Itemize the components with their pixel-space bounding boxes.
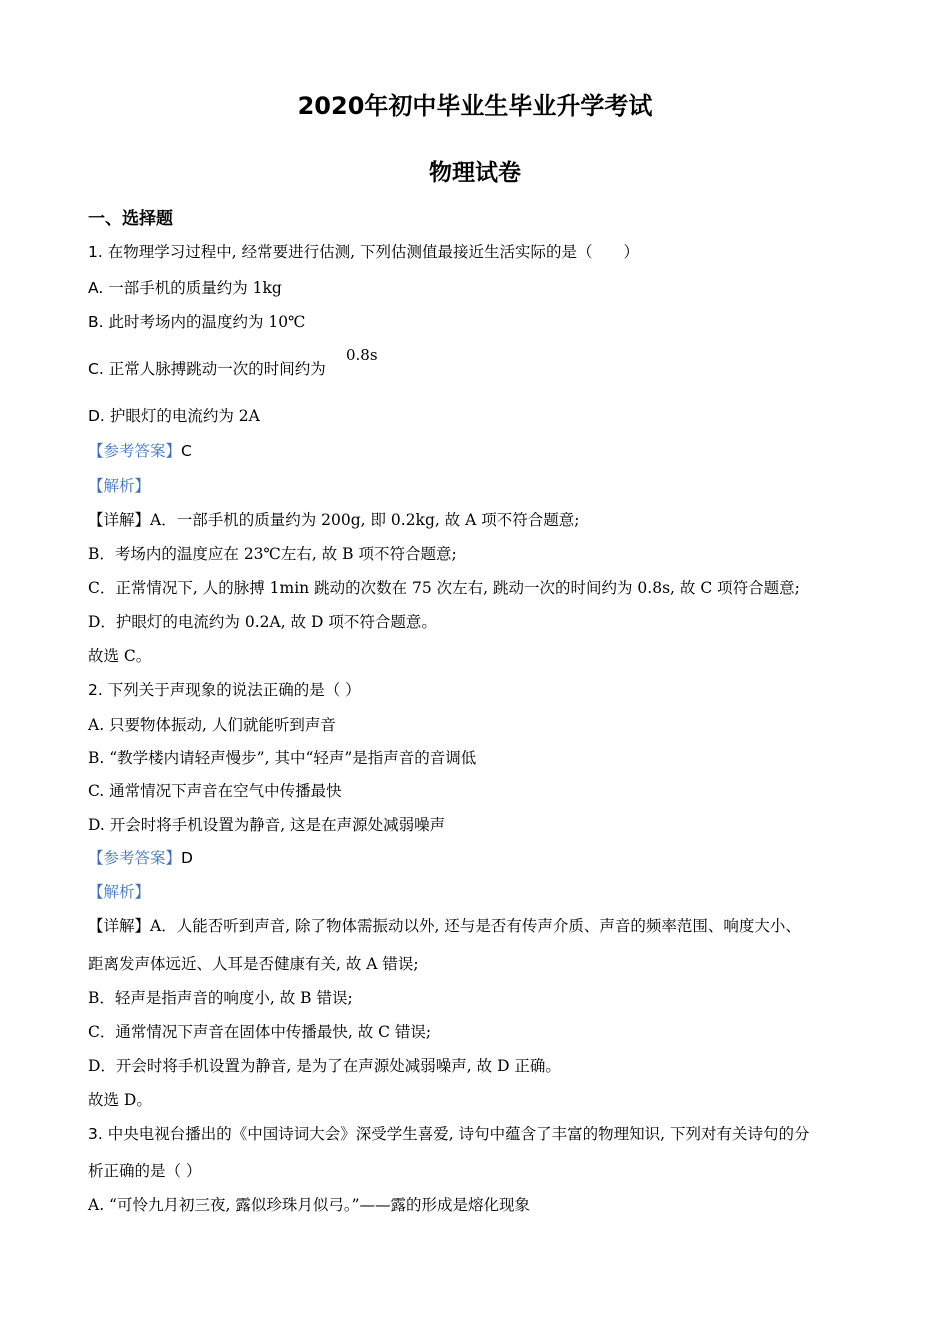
q2-detail-2: B．轻声是指声音的响度小, 故 B 错误; [88, 989, 353, 1007]
q1-option-c-label: C. [88, 360, 104, 378]
page-title: 2020年初中毕业生毕业升学考试 [297, 92, 653, 120]
q2-option-b: B. “教学楼内请轻声慢步”, 其中“轻声”是指声音的音调低 [88, 749, 477, 767]
q2-answer-value: D [181, 849, 193, 867]
q1-option-d-label: D. [88, 407, 105, 425]
q3-option-a: A. “可怜九月初三夜, 露似珍珠月似弓。”——露的形成是熔化现象 [88, 1196, 531, 1214]
q1-detail-4: D．护眼灯的电流约为 0.2A, 故 D 项不符合题意。 [88, 613, 437, 631]
q1-detail-2: B．考场内的温度应在 23℃左右, 故 B 项不符合题意; [88, 545, 457, 563]
q3-stem-line-2: 析正确的是（ ） [88, 1162, 202, 1180]
q2-conclusion: 故选 D。 [88, 1091, 152, 1109]
q1-option-a-text: 一部手机的质量约为 1kg [108, 279, 282, 297]
q1-analysis-tag: 【解析】 [88, 477, 151, 495]
q2-stem: 下列关于声现象的说法正确的是（ ） [107, 681, 361, 699]
q1-answer-tag: 【参考答案】 [88, 442, 182, 460]
q1-option-d [88, 407, 260, 426]
q2-option-d: D. 开会时将手机设置为静音, 这是在声源处减弱噪声 [88, 816, 446, 834]
q1-option-b-label: B. [88, 313, 104, 331]
q1-conclusion: 故选 C。 [88, 647, 152, 665]
q1-stem-line [88, 243, 639, 262]
q2-number: 2. [88, 681, 103, 699]
q1-option-c-value: 0.8s [346, 346, 378, 364]
q2-detail-1b: 距离发声体远近、人耳是否健康有关, 故 A 错误; [88, 955, 419, 973]
q1-option-b [88, 313, 306, 332]
q2-detail-1: 【详解】A．人能否听到声音, 除了物体需振动以外, 还与是否有传声介质、声音的频率范围、响度大小、 [88, 917, 801, 935]
q1-option-c-text: 正常人脉搏跳动一次的时间约为 [108, 360, 326, 378]
section-heading: 一、选择题 [88, 209, 173, 229]
q2-detail-3: C．通常情况下声音在固体中传播最快, 故 C 错误; [88, 1023, 432, 1041]
q3-stem-line [88, 1125, 809, 1144]
q2-answer-tag: 【参考答案】 [88, 849, 182, 867]
q1-option-b-text: 此时考场内的温度约为 10℃ [108, 313, 306, 331]
q1-detail-1: 【详解】A．一部手机的质量约为 200g, 即 0.2kg, 故 A 项不符合题意; [88, 511, 580, 529]
q3-stem: 中央电视台播出的《中国诗词大会》深受学生喜爱, 诗句中蕴含了丰富的物理知识, 下列对有关诗句的分 [107, 1125, 810, 1143]
q1-answer-value: C [181, 442, 192, 460]
q2-answer [88, 849, 193, 868]
q2-option-a: A. 只要物体振动, 人们就能听到声音 [88, 716, 336, 734]
q2-stem-line [88, 681, 361, 700]
q3-number: 3. [88, 1125, 103, 1143]
q1-option-a-label: A. [88, 279, 104, 297]
q1-number: 1. [88, 243, 103, 261]
q2-analysis-tag: 【解析】 [88, 883, 151, 901]
page-subtitle: 物理试卷 [429, 160, 521, 186]
q2-option-c: C. 通常情况下声音在空气中传播最快 [88, 782, 342, 800]
q1-answer [88, 442, 192, 461]
q1-detail-3: C．正常情况下, 人的脉搏 1min 跳动的次数在 75 次左右, 跳动一次的时间约为 0.8s, 故 C 项符合题意; [88, 579, 800, 597]
q1-option-d-text: 护眼灯的电流约为 2A [109, 407, 260, 425]
q1-option-a [88, 279, 282, 298]
q1-stem: 在物理学习过程中, 经常要进行估测, 下列估测值最接近生活实际的是（ ） [107, 243, 639, 261]
q1-option-c [88, 360, 326, 379]
q2-detail-4: D．开会时将手机设置为静音, 是为了在声源处减弱噪声, 故 D 正确。 [88, 1057, 561, 1075]
